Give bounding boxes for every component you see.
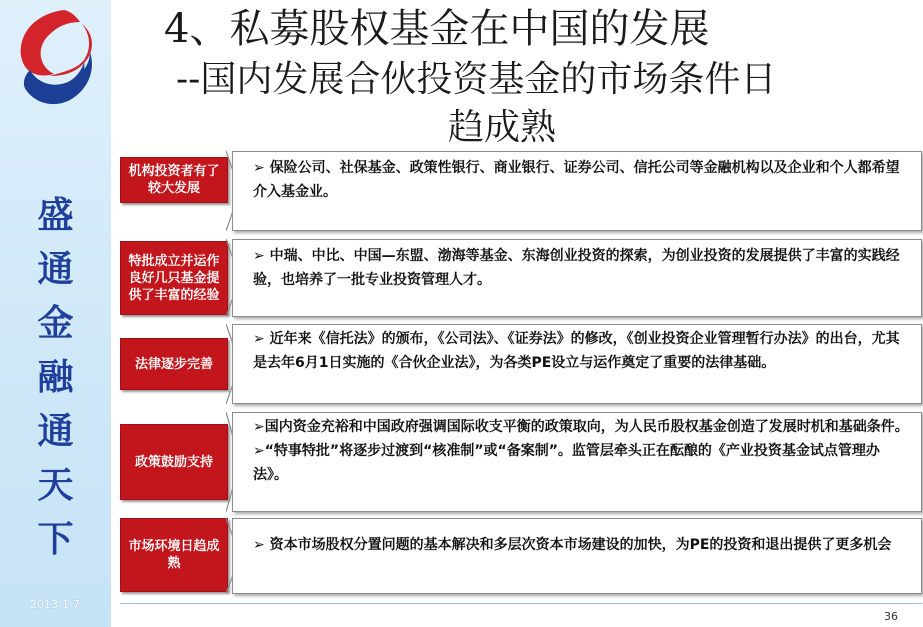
bullet-text: ➢ 保险公司、社保基金、政策性银行、商业银行、证券公司、信托公司等金融机构以及企业和个人都希望介入基金业。: [253, 160, 900, 200]
company-logo-icon: [10, 4, 100, 114]
condition-row: [120, 239, 922, 317]
condition-label: 政策鼓励支持: [120, 424, 228, 500]
condition-content: [232, 518, 922, 594]
condition-label: 机构投资者有了较大发展: [120, 157, 228, 203]
slogan-char: 天: [37, 464, 74, 506]
slogan-char: 下: [37, 518, 74, 560]
condition-label: 法律逐步完善: [120, 338, 228, 390]
condition-content: [232, 412, 922, 512]
slogan-char: 融: [37, 356, 74, 398]
condition-row: [120, 412, 922, 512]
slogan-char: 金: [37, 302, 74, 344]
condition-row: [120, 518, 922, 594]
slogan-char: 通: [37, 248, 74, 290]
slogan: [0, 188, 111, 566]
footer-divider: [120, 603, 922, 604]
condition-content: [232, 151, 922, 231]
title-main: 4、私募股权基金在中国的发展: [164, 6, 710, 52]
condition-content: [232, 239, 922, 317]
bullet-text: ➢国内资金充裕和中国政府强调国际收支平衡的政策取向，为人民币股权基金创造了发展时机和基础条件。: [253, 419, 909, 435]
bullet-text: ➢ 近年来《信托法》的颁布，《公司法》、《证券法》的修改，《创业投资企业管理暂行办法》的出台，尤其是去年6月1日实施的《合伙企业法》，为各类PE设立与运作奠定了重要的法律基础。: [253, 331, 900, 371]
title-subtitle-line2: 趋成熟: [447, 107, 556, 148]
bullet-text: ➢ 资本市场股权分置问题的基本解决和多层次资本市场建设的加快，为PE的投资和退出提供了更多机会: [253, 537, 892, 553]
bullet-text: ➢ 中瑞、中比、中国—东盟、渤海等基金、东海创业投资的探索，为创业投资的发展提供了丰富的实践经验，也培养了一批专业投资管理人才。: [253, 248, 900, 288]
bullet-text: ➢“特事特批”将逐步过渡到“核准制”或“备案制”。监管层牵头正在酝酿的《产业投资基金试点管理办法》。: [253, 443, 880, 483]
slogan-char: 通: [37, 410, 74, 452]
condition-label: 特批成立并运作良好几只基金提供了丰富的经验: [120, 241, 228, 315]
condition-row: [120, 324, 922, 404]
page-number: 36: [884, 610, 898, 623]
condition-row: [120, 151, 922, 231]
slide-date: 2013-1-7: [30, 598, 80, 611]
sidebar: [0, 0, 111, 627]
slogan-char: 盛: [37, 194, 74, 236]
condition-content: [232, 324, 922, 404]
condition-label: 市场环境日趋成熟: [120, 518, 228, 592]
title-subtitle-line1: --国内发展合伙投资基金的市场条件日: [176, 59, 777, 100]
